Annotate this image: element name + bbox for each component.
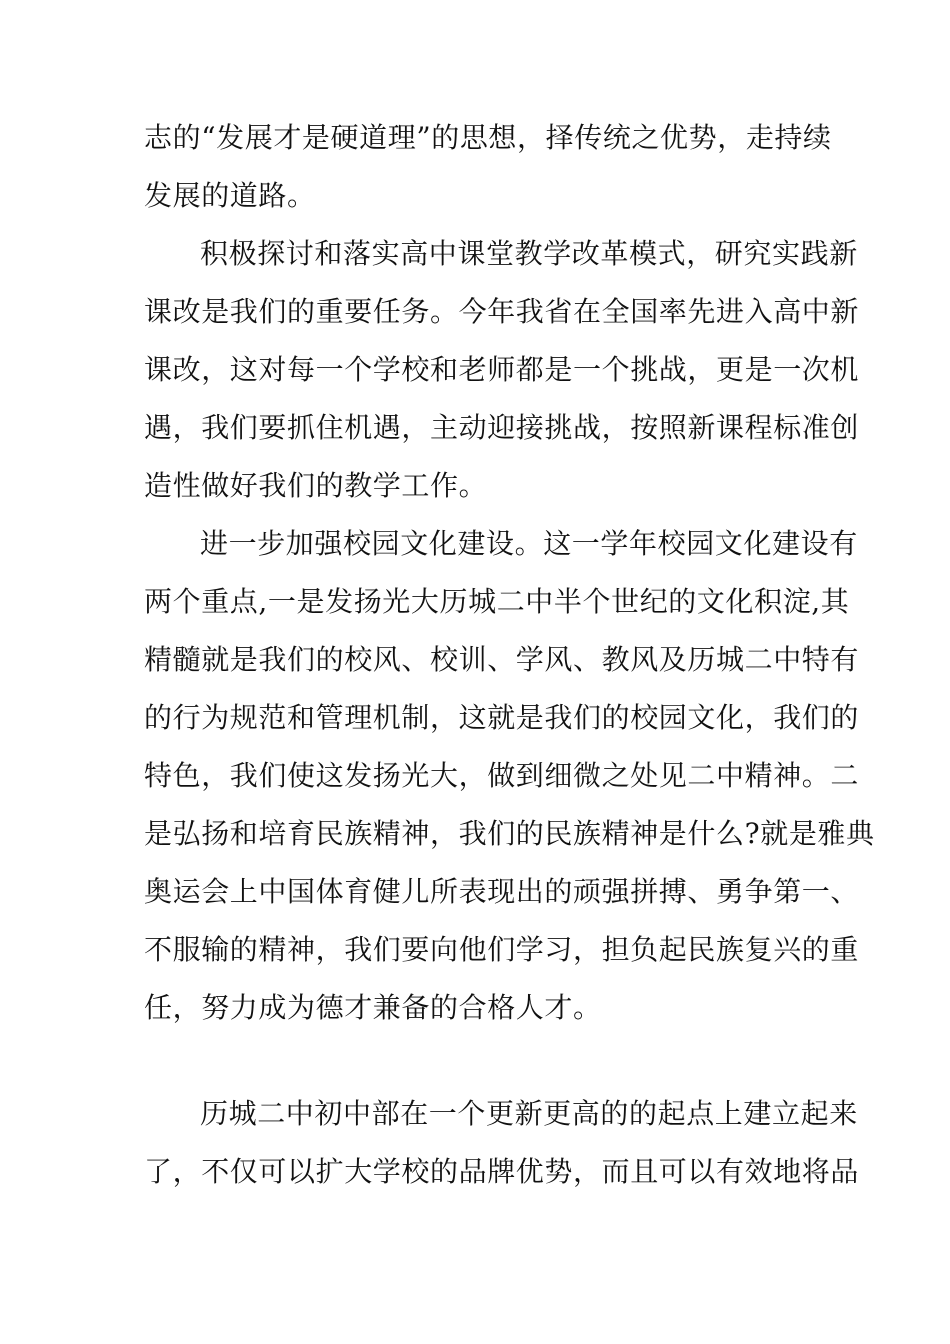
paragraph-3-line-5: 特色，我们使这发扬光大，做到细微之处见二中精神。二 (144, 759, 860, 792)
paragraph-2-line-5: 造性做好我们的教学工作。 (144, 469, 488, 502)
paragraph-3-line-7: 奥运会上中国体育健儿所表现出的顽强拼搏、勇争第一、 (144, 875, 860, 908)
paragraph-4-line-2: 了，不仅可以扩大学校的品牌优势，而且可以有效地将品 (144, 1155, 860, 1188)
paragraph-2-line-3: 课改，这对每一个学校和老师都是一个挑战，更是一次机 (144, 353, 860, 386)
paragraph-2-line-4: 遇，我们要抓住机遇，主动迎接挑战，按照新课程标准创 (144, 411, 860, 444)
paragraph-3-line-9: 任，努力成为德才兼备的合格人才。 (144, 991, 602, 1024)
paragraph-2-line-2: 课改是我们的重要任务。今年我省在全国率先进入高中新 (144, 295, 860, 328)
paragraph-3-line-6: 是弘扬和培育民族精神，我们的民族精神是什么?就是雅典 (144, 817, 875, 850)
paragraph-1-line-1: 志的“发展才是硬道理”的思想，择传统之优势，走持续 (144, 121, 832, 154)
paragraph-3-line-8: 不服输的精神，我们要向他们学习，担负起民族复兴的重 (144, 933, 860, 966)
paragraph-3-line-1: 进一步加强校园文化建设。这一学年校园文化建设有 (200, 527, 858, 560)
paragraph-2-line-1: 积极探讨和落实高中课堂教学改革模式，研究实践新 (200, 237, 858, 270)
paragraph-3-line-4: 的行为规范和管理机制，这就是我们的校园文化，我们的 (144, 701, 860, 734)
paragraph-1-line-2: 发展的道路。 (144, 179, 316, 212)
paragraph-3-line-2: 两个重点,一是发扬光大历城二中半个世纪的文化积淀,其 (144, 585, 850, 618)
paragraph-3-line-3: 精髓就是我们的校风、校训、学风、教风及历城二中特有 (144, 643, 860, 676)
paragraph-4-line-1: 历城二中初中部在一个更新更高的的起点上建立起来 (200, 1097, 858, 1130)
